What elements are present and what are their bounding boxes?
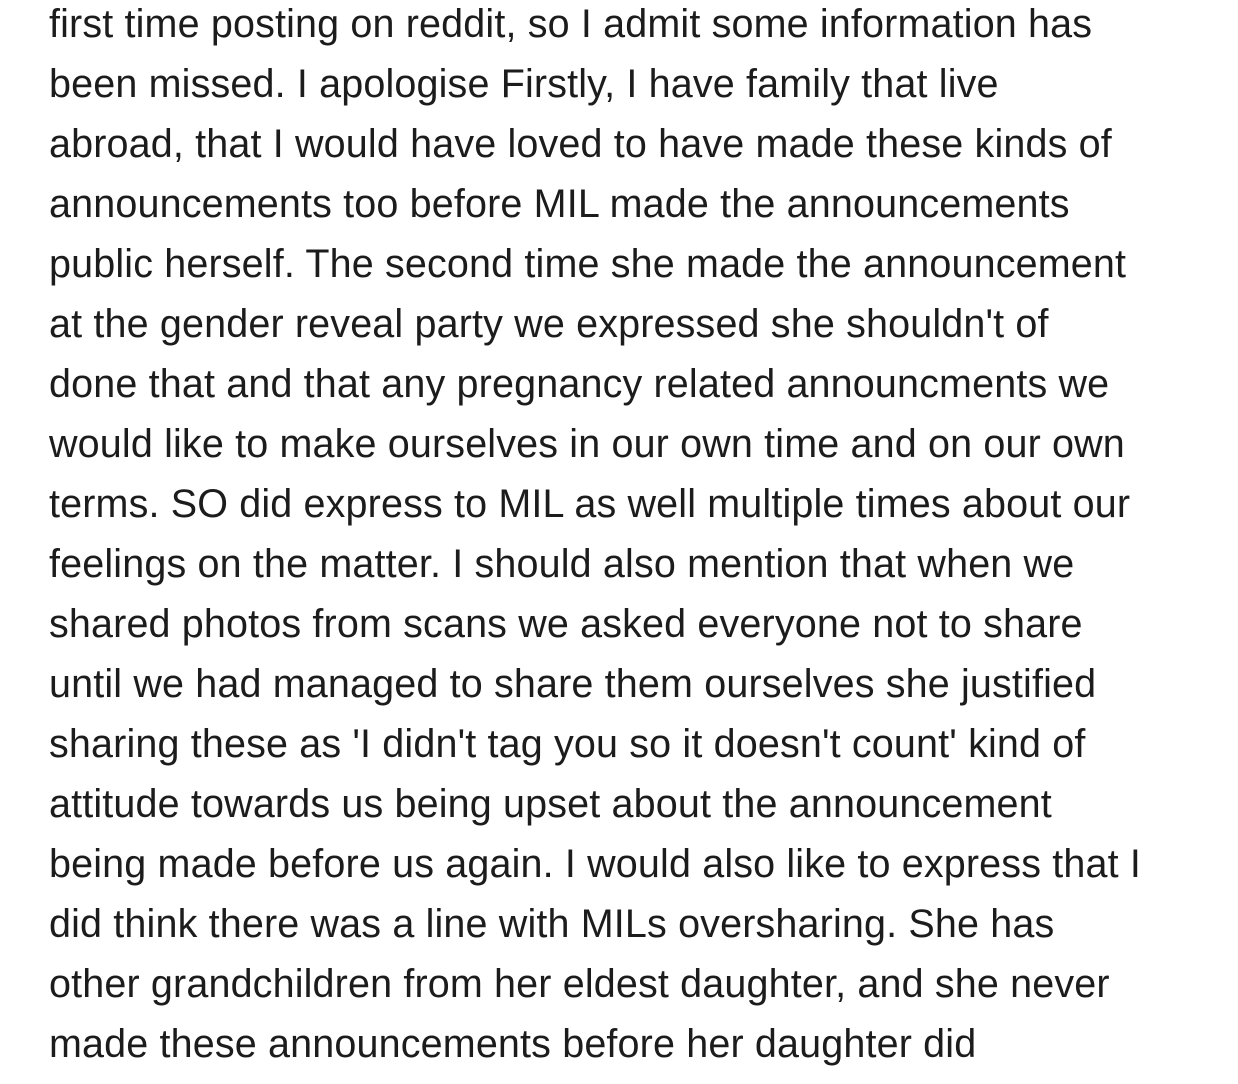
post-text-line: announcements too before MIL made the announcements [49,182,1070,226]
post-text-line: other grandchildren from her eldest daughter, and she never [49,962,1110,1006]
post-text-line: attitude towards us being upset about the announcement [49,782,1052,826]
post-text-line: feelings on the matter. I should also mention that when we [49,542,1075,586]
post-text-line: done that and that any pregnancy related announcments we [49,362,1110,406]
post-text-line: abroad, that I would have loved to have made these kinds of [49,122,1112,166]
post-text-line: made these announcements before her daughter did [49,1022,977,1066]
post-text-line: did think there was a line with MILs oversharing. She has [49,902,1055,946]
post-text-line: sharing these as 'I didn't tag you so it doesn't count' kind of [49,722,1086,766]
post-body [49,0,1238,1080]
post-text-line: terms. SO did express to MIL as well multiple times about our [49,482,1131,526]
post-text-line: been missed. I apologise Firstly, I have family that live [49,62,999,106]
post-text-line: shared photos from scans we asked everyone not to share [49,602,1083,646]
post-text-line: at the gender reveal party we expressed she shouldn't of [49,302,1049,346]
post-text-line: until we had managed to share them ourselves she justified [49,662,1097,706]
post-text-line: first time posting on reddit, so I admit some information has [49,2,1093,46]
post-text-line: would like to make ourselves in our own time and on our own [49,422,1125,466]
post-text-line: being made before us again. I would also like to express that I [49,842,1141,886]
post-text-line: public herself. The second time she made the announcement [49,242,1127,286]
